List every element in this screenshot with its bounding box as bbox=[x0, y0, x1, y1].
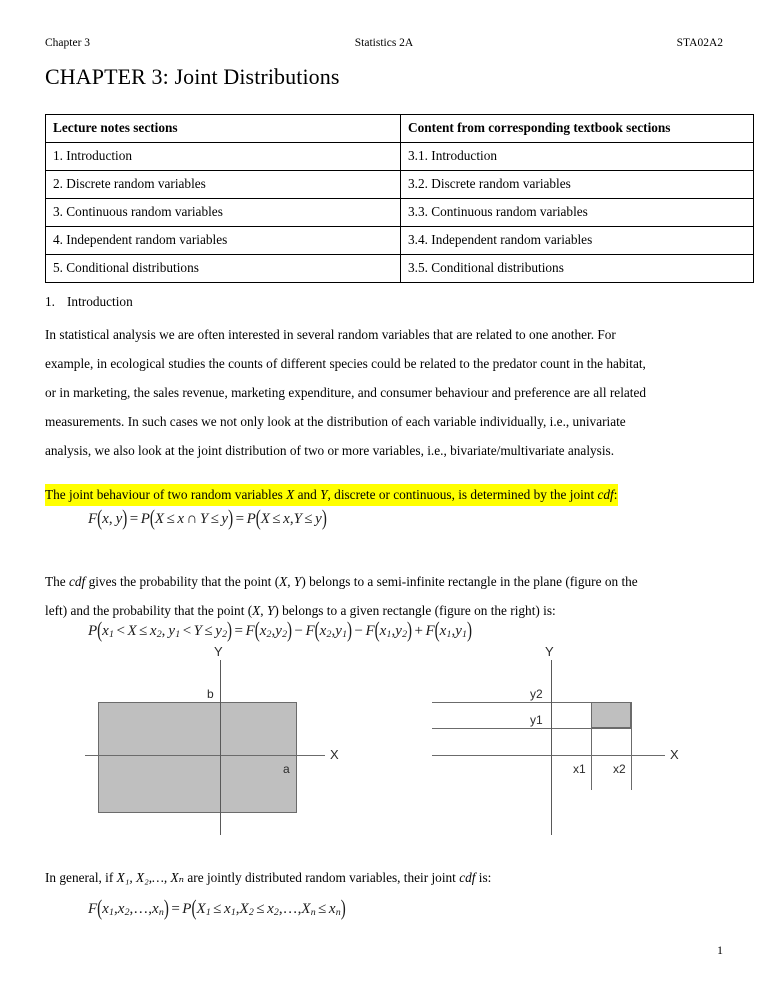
cdf-line2-a: left) and the probability that the point ( bbox=[45, 603, 253, 618]
highlight-text-1: The joint behaviour of two random variables bbox=[45, 487, 287, 502]
table-header-lecture-sections: Lecture notes sections bbox=[46, 115, 401, 143]
table-row bbox=[46, 227, 754, 255]
header-course-code: STA02A2 bbox=[676, 37, 723, 49]
label-x1: x1 bbox=[573, 762, 586, 776]
cdf-line1-X: X bbox=[279, 574, 288, 589]
table-cell-lecture: 5. Conditional distributions bbox=[46, 255, 401, 283]
table-cell-lecture: 1. Introduction bbox=[46, 143, 401, 171]
general-case-paragraph bbox=[45, 863, 724, 892]
table-header-row bbox=[46, 115, 754, 143]
cdf-para-line-2 bbox=[45, 596, 724, 625]
cdf-explanation-paragraph bbox=[45, 567, 724, 625]
table-cell-textbook: 3.5. Conditional distributions bbox=[401, 255, 754, 283]
cdf-line1-b: gives the probability that the point ( bbox=[85, 574, 280, 589]
line-x2 bbox=[631, 702, 632, 790]
highlight-var-y: Y bbox=[320, 487, 328, 502]
section-number: 1. bbox=[45, 294, 55, 309]
highlight-text-3: , discrete or continuous, is determined by the joint bbox=[327, 487, 598, 502]
general-text-b: are jointly distributed random variables, their joint bbox=[184, 870, 460, 885]
label-x2: x2 bbox=[613, 762, 626, 776]
table-cell-lecture: 2. Discrete random variables bbox=[46, 171, 401, 199]
cdf-line1-c: , bbox=[287, 574, 294, 589]
table-row bbox=[46, 143, 754, 171]
table-row bbox=[46, 255, 754, 283]
cdf-line1-d: ) belongs to a semi-infinite rectangle in the plane (figure on the bbox=[301, 574, 638, 589]
cdf-line1-a: The bbox=[45, 574, 69, 589]
shaded-region-right bbox=[591, 702, 631, 728]
sections-table bbox=[45, 114, 754, 283]
label-y2: y2 bbox=[530, 687, 543, 701]
shaded-region-left bbox=[98, 702, 297, 813]
intro-line: In statistical analysis we are often interested in several random variables that are related to one another. For bbox=[45, 327, 616, 342]
highlight-text-2: and bbox=[294, 487, 321, 502]
x-axis-label-left: X bbox=[330, 747, 339, 762]
page-title: CHAPTER 3: Joint Distributions bbox=[45, 64, 340, 89]
highlight-var-x: X bbox=[286, 487, 295, 502]
intro-line: measurements. In such cases we not only look at the distribution of each variable individually, i.e., univariate bbox=[45, 414, 626, 429]
cdf-line1-Y: Y bbox=[293, 574, 302, 589]
y-axis-left bbox=[220, 660, 221, 835]
cdf-para-line-1 bbox=[45, 567, 724, 596]
intro-line: example, in ecological studies the counts of different species could be related to the predator count in the habitat, bbox=[45, 356, 646, 371]
cdf-line1-cdf: cdf bbox=[69, 574, 86, 589]
highlight-cdf-term: cdf bbox=[597, 487, 614, 502]
page-number: 1 bbox=[717, 943, 723, 957]
section-heading-label: Introduction bbox=[67, 294, 133, 309]
figure-semi-infinite-rectangle bbox=[85, 644, 355, 845]
general-text-c: is: bbox=[475, 870, 492, 885]
line-y2 bbox=[432, 702, 632, 703]
line-y1 bbox=[432, 728, 632, 729]
formula-joint-cdf-n-variables: $F(x_1,x_2,\dots,x_n) = P(X_1 \le x_1,X_2$ ≤ $x_2,\dots,X_n \le x_n$) bbox=[88, 896, 346, 921]
formula-rectangle-probability: $P(x_1 < X \le x_2$, $y_1 < Y \le y_2) = F(x_2,y_2) - F(x_2,y_1) - F(x_1,y_2) + F(x_1,y_1)$ bbox=[88, 618, 472, 643]
table-cell-textbook: 3.3. Continuous random variables bbox=[401, 199, 754, 227]
table-cell-textbook: 3.1. Introduction bbox=[401, 143, 754, 171]
x-axis-label-right: X bbox=[670, 747, 679, 762]
label-y1: y1 bbox=[530, 713, 543, 727]
highlight-colon: : bbox=[613, 487, 618, 502]
intro-paragraph bbox=[45, 320, 724, 465]
table-cell-lecture: 4. Independent random variables bbox=[46, 227, 401, 255]
header-course-label: Statistics 2A bbox=[354, 37, 414, 49]
general-random-variables: X₁, X₂,…, Xₙ bbox=[116, 870, 185, 885]
y-axis-label-right: Y bbox=[545, 644, 554, 659]
highlighted-statement bbox=[45, 484, 618, 506]
table-row bbox=[46, 199, 754, 227]
formula-joint-cdf: F(x, y) = P(X ≤ x ∩ Y ≤ y) = P(X ≤ x,Y ≤ y) bbox=[88, 506, 327, 531]
y-axis-right bbox=[551, 660, 552, 835]
header-chapter-label: Chapter 3 bbox=[45, 37, 91, 49]
general-cdf-term: cdf bbox=[459, 870, 476, 885]
x-axis-left bbox=[85, 755, 325, 756]
section-heading bbox=[45, 294, 133, 310]
cdf-line2-c: ) belongs to a given rectangle (figure on the right) is: bbox=[274, 603, 556, 618]
figure-given-rectangle bbox=[425, 644, 695, 845]
table-cell-textbook: 3.4. Independent random variables bbox=[401, 227, 754, 255]
table-header-textbook-sections: Content from corresponding textbook sections bbox=[401, 115, 754, 143]
running-header bbox=[45, 34, 723, 52]
intro-line: or in marketing, the sales revenue, marketing expenditure, and consumer behaviour and preference are all related bbox=[45, 385, 647, 400]
table-cell-lecture: 3. Continuous random variables bbox=[46, 199, 401, 227]
y-axis-label-left: Y bbox=[214, 644, 223, 659]
line-x1 bbox=[591, 702, 592, 790]
cdf-line2-Y: Y bbox=[266, 603, 275, 618]
label-b-left: b bbox=[207, 687, 214, 701]
cdf-line2-X: X bbox=[252, 603, 261, 618]
table-row bbox=[46, 171, 754, 199]
table-cell-textbook: 3.2. Discrete random variables bbox=[401, 171, 754, 199]
cdf-line2-b: , bbox=[260, 603, 267, 618]
intro-line: analysis, we also look at the joint distribution of two or more variables, i.e., bivariate/multivariate analysis. bbox=[45, 443, 615, 458]
label-a-left: a bbox=[283, 762, 290, 776]
general-text-a: In general, if bbox=[45, 870, 117, 885]
